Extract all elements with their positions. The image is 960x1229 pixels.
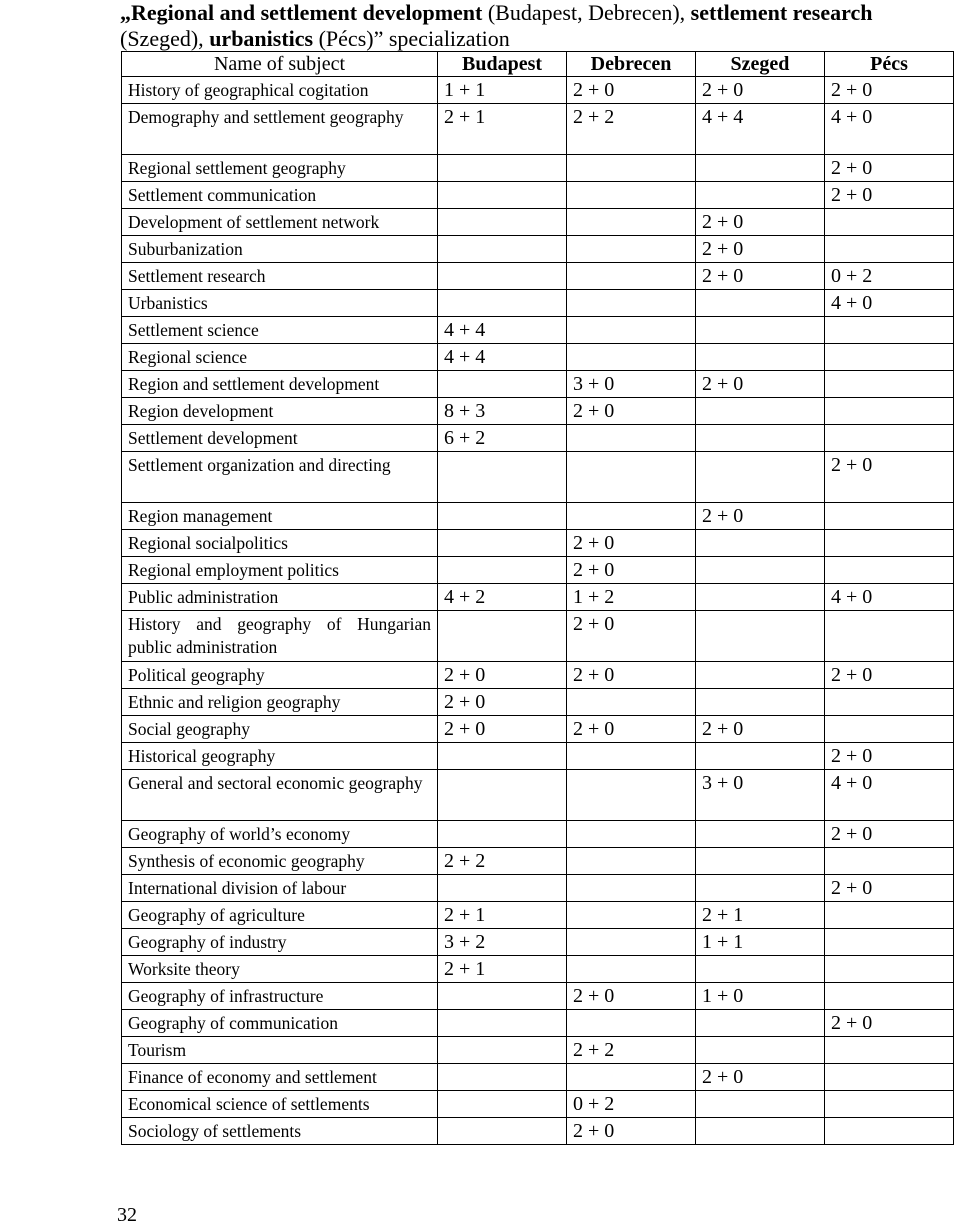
credit-cell <box>825 344 954 371</box>
credit-cell <box>567 452 696 503</box>
credit-cell <box>438 1037 567 1064</box>
table-row <box>122 821 954 848</box>
subject-name-cell: Political geography <box>122 662 438 689</box>
credit-cell <box>825 530 954 557</box>
header-budapest: Budapest <box>438 52 567 77</box>
credit-cell <box>696 956 825 983</box>
credit-cell <box>825 1064 954 1091</box>
credit-cell: 0 + 2 <box>567 1091 696 1118</box>
credit-cell <box>825 317 954 344</box>
subject-name-cell: Development of settlement network <box>122 209 438 236</box>
table-row <box>122 611 954 662</box>
subject-name-cell: History and geography of Hungarian public administration <box>122 611 438 662</box>
credit-cell <box>696 398 825 425</box>
credit-cell <box>438 821 567 848</box>
subject-name-cell: Regional employment politics <box>122 557 438 584</box>
credit-cell: 3 + 0 <box>567 371 696 398</box>
table-row <box>122 1064 954 1091</box>
credit-cell <box>825 716 954 743</box>
table-row <box>122 983 954 1010</box>
credit-cell: 2 + 2 <box>567 1037 696 1064</box>
subject-name-cell: Settlement science <box>122 317 438 344</box>
table-row <box>122 1091 954 1118</box>
credit-cell: 4 + 0 <box>825 104 954 155</box>
credit-cell <box>825 983 954 1010</box>
table-row <box>122 557 954 584</box>
subject-name-cell: Finance of economy and settlement <box>122 1064 438 1091</box>
credit-cell <box>825 1091 954 1118</box>
table-row <box>122 425 954 452</box>
subject-name-cell: Suburbanization <box>122 236 438 263</box>
credit-cell: 2 + 1 <box>438 956 567 983</box>
subject-name-cell: Regional science <box>122 344 438 371</box>
credit-cell <box>696 344 825 371</box>
credit-cell <box>567 743 696 770</box>
credit-cell <box>825 503 954 530</box>
credit-cell <box>567 848 696 875</box>
credit-cell: 2 + 0 <box>825 77 954 104</box>
subject-name-cell: Sociology of settlements <box>122 1118 438 1145</box>
table-row <box>122 263 954 290</box>
credit-cell <box>696 452 825 503</box>
credit-cell <box>825 236 954 263</box>
table-header-row <box>122 52 954 77</box>
credit-cell <box>567 263 696 290</box>
credit-cell: 3 + 0 <box>696 770 825 821</box>
credit-cell <box>438 530 567 557</box>
credit-cell: 3 + 2 <box>438 929 567 956</box>
credit-cell <box>567 344 696 371</box>
credit-cell <box>438 557 567 584</box>
credit-cell: 2 + 0 <box>696 236 825 263</box>
subject-name-cell: Regional settlement geography <box>122 155 438 182</box>
header-pecs: Pécs <box>825 52 954 77</box>
table-row <box>122 662 954 689</box>
table-row <box>122 929 954 956</box>
credit-cell <box>825 956 954 983</box>
credit-cell <box>825 929 954 956</box>
credit-cell <box>696 611 825 662</box>
subject-name-cell: Settlement organization and directing <box>122 452 438 503</box>
credit-cell <box>825 425 954 452</box>
table-row <box>122 1118 954 1145</box>
credit-cell <box>567 875 696 902</box>
subject-name-cell: Regional socialpolitics <box>122 530 438 557</box>
credit-cell <box>438 371 567 398</box>
table-row <box>122 344 954 371</box>
credit-cell <box>438 155 567 182</box>
table-row <box>122 209 954 236</box>
credit-cell <box>696 425 825 452</box>
heading-part3-bold: urbanistics <box>209 26 314 51</box>
credit-cell: 4 + 2 <box>438 584 567 611</box>
credit-cell: 2 + 0 <box>567 611 696 662</box>
credit-cell <box>438 743 567 770</box>
credit-cell <box>825 371 954 398</box>
table-row <box>122 77 954 104</box>
subject-name-cell: Demography and settlement geography <box>122 104 438 155</box>
credit-cell: 1 + 2 <box>567 584 696 611</box>
credit-cell: 1 + 0 <box>696 983 825 1010</box>
credit-cell: 2 + 1 <box>438 902 567 929</box>
credit-cell: 2 + 0 <box>825 182 954 209</box>
credit-cell <box>696 689 825 716</box>
credit-cell: 4 + 4 <box>438 344 567 371</box>
table-body <box>122 77 954 1145</box>
credit-cell: 2 + 0 <box>825 743 954 770</box>
credit-cell <box>438 983 567 1010</box>
credit-cell <box>438 290 567 317</box>
credit-cell <box>825 689 954 716</box>
credit-cell: 2 + 0 <box>825 821 954 848</box>
credit-cell: 6 + 2 <box>438 425 567 452</box>
credit-cell <box>567 290 696 317</box>
table-row <box>122 770 954 821</box>
credit-cell: 2 + 2 <box>438 848 567 875</box>
credit-cell: 4 + 4 <box>438 317 567 344</box>
credit-cell: 2 + 2 <box>567 104 696 155</box>
credit-cell: 2 + 0 <box>825 452 954 503</box>
credit-cell <box>825 611 954 662</box>
credit-cell <box>438 236 567 263</box>
credit-cell <box>696 182 825 209</box>
table-row <box>122 743 954 770</box>
credit-cell <box>438 452 567 503</box>
credit-cell: 2 + 0 <box>567 983 696 1010</box>
subject-name-cell: Urbanistics <box>122 290 438 317</box>
credit-cell <box>696 1118 825 1145</box>
credit-cell: 2 + 0 <box>567 1118 696 1145</box>
subject-name-cell: International division of labour <box>122 875 438 902</box>
page-number: 32 <box>117 1204 137 1226</box>
credit-cell <box>696 290 825 317</box>
credit-cell <box>438 611 567 662</box>
subject-name-cell: Geography of world’s economy <box>122 821 438 848</box>
header-debrecen: Debrecen <box>567 52 696 77</box>
credit-cell: 1 + 1 <box>696 929 825 956</box>
credit-cell: 0 + 2 <box>825 263 954 290</box>
credit-cell <box>696 1037 825 1064</box>
credit-cell: 4 + 0 <box>825 584 954 611</box>
table-row <box>122 398 954 425</box>
credit-cell <box>567 956 696 983</box>
credit-cell <box>825 1037 954 1064</box>
credit-cell <box>696 557 825 584</box>
heading-line-1 <box>120 0 960 26</box>
credit-cell <box>438 1010 567 1037</box>
credit-cell <box>438 770 567 821</box>
subject-name-cell: Ethnic and religion geography <box>122 689 438 716</box>
credit-cell <box>567 209 696 236</box>
subject-name-cell: Worksite theory <box>122 956 438 983</box>
credit-cell: 4 + 4 <box>696 104 825 155</box>
credit-cell <box>696 584 825 611</box>
page-heading <box>120 0 960 52</box>
credit-cell: 2 + 0 <box>438 689 567 716</box>
subject-name-cell: Historical geography <box>122 743 438 770</box>
credit-cell <box>825 1118 954 1145</box>
credit-cell: 2 + 0 <box>825 875 954 902</box>
table-row <box>122 584 954 611</box>
table-row <box>122 689 954 716</box>
table-row <box>122 716 954 743</box>
credit-cell <box>438 875 567 902</box>
credit-cell <box>567 689 696 716</box>
credit-cell <box>567 929 696 956</box>
heading-part1-normal: (Budapest, Debrecen), <box>482 0 691 25</box>
heading-part3-normal: (Szeged), <box>120 26 210 51</box>
credit-cell <box>567 1064 696 1091</box>
credit-cell <box>825 209 954 236</box>
credit-cell <box>567 1010 696 1037</box>
subject-name-cell: Region development <box>122 398 438 425</box>
credit-cell: 2 + 0 <box>567 662 696 689</box>
credit-cell <box>438 1118 567 1145</box>
credit-cell: 2 + 0 <box>696 209 825 236</box>
credit-cell: 4 + 0 <box>825 770 954 821</box>
subject-name-cell: Region and settlement development <box>122 371 438 398</box>
subject-name-cell: Geography of agriculture <box>122 902 438 929</box>
credit-cell <box>438 1091 567 1118</box>
table-row <box>122 317 954 344</box>
heading-part1-bold: „Regional and settlement development <box>120 0 483 25</box>
header-szeged: Szeged <box>696 52 825 77</box>
credit-cell <box>567 425 696 452</box>
credit-cell <box>567 770 696 821</box>
credit-cell <box>438 1064 567 1091</box>
credit-cell <box>567 317 696 344</box>
credit-cell: 2 + 1 <box>696 902 825 929</box>
credit-cell <box>696 317 825 344</box>
credit-cell <box>696 743 825 770</box>
credit-cell: 8 + 3 <box>438 398 567 425</box>
table-row <box>122 503 954 530</box>
credit-cell <box>567 236 696 263</box>
heading-part2-bold: settlement research <box>690 0 873 25</box>
table-row <box>122 104 954 155</box>
credit-cell <box>696 848 825 875</box>
credit-cell: 2 + 0 <box>567 530 696 557</box>
credit-cell: 1 + 1 <box>438 77 567 104</box>
subject-name-cell: Economical science of settlements <box>122 1091 438 1118</box>
credit-cell: 2 + 0 <box>567 716 696 743</box>
subject-name-cell: Settlement research <box>122 263 438 290</box>
subject-name-cell: Geography of infrastructure <box>122 983 438 1010</box>
credit-cell: 2 + 0 <box>696 716 825 743</box>
credit-cell <box>696 662 825 689</box>
credit-cell <box>438 503 567 530</box>
subject-name-cell: History of geographical cogitation <box>122 77 438 104</box>
heading-line-2 <box>120 26 960 52</box>
credit-cell <box>567 503 696 530</box>
credit-cell <box>567 155 696 182</box>
credit-cell: 4 + 0 <box>825 290 954 317</box>
credit-cell <box>567 902 696 929</box>
table-row <box>122 182 954 209</box>
credit-cell <box>696 821 825 848</box>
subject-name-cell: Settlement communication <box>122 182 438 209</box>
credit-cell: 2 + 0 <box>696 263 825 290</box>
table-row <box>122 371 954 398</box>
credit-cell <box>696 155 825 182</box>
subject-name-cell: Tourism <box>122 1037 438 1064</box>
table-row <box>122 848 954 875</box>
credit-cell: 2 + 1 <box>438 104 567 155</box>
credit-cell: 2 + 0 <box>567 77 696 104</box>
table-row <box>122 956 954 983</box>
credit-cell: 2 + 0 <box>438 662 567 689</box>
table-row <box>122 452 954 503</box>
subject-name-cell: Region management <box>122 503 438 530</box>
credit-cell <box>567 182 696 209</box>
credit-cell <box>438 263 567 290</box>
credit-cell <box>696 530 825 557</box>
table-row <box>122 902 954 929</box>
credit-cell <box>825 902 954 929</box>
credit-cell <box>438 182 567 209</box>
credit-cell: 2 + 0 <box>696 503 825 530</box>
credit-cell <box>825 398 954 425</box>
credit-cell: 2 + 0 <box>567 398 696 425</box>
credit-cell: 2 + 0 <box>696 1064 825 1091</box>
header-name-of-subject: Name of subject <box>122 52 438 77</box>
table-row <box>122 530 954 557</box>
subjects-table <box>121 51 954 1145</box>
credit-cell <box>825 848 954 875</box>
credit-cell <box>825 557 954 584</box>
credit-cell <box>696 875 825 902</box>
subject-name-cell: General and sectoral economic geography <box>122 770 438 821</box>
credit-cell: 2 + 0 <box>567 557 696 584</box>
credit-cell: 2 + 0 <box>825 1010 954 1037</box>
subject-name-cell: Social geography <box>122 716 438 743</box>
credit-cell: 2 + 0 <box>438 716 567 743</box>
credit-cell <box>696 1091 825 1118</box>
credit-cell <box>567 821 696 848</box>
credit-cell <box>438 209 567 236</box>
table-row <box>122 1010 954 1037</box>
subject-name-cell: Settlement development <box>122 425 438 452</box>
heading-part3-tail: (Pécs)” specialization <box>313 26 510 51</box>
table-row <box>122 155 954 182</box>
table-row <box>122 875 954 902</box>
table-row <box>122 236 954 263</box>
credit-cell <box>696 1010 825 1037</box>
credit-cell: 2 + 0 <box>696 371 825 398</box>
table-row <box>122 290 954 317</box>
credit-cell: 2 + 0 <box>825 155 954 182</box>
table-row <box>122 1037 954 1064</box>
subject-name-cell: Geography of communication <box>122 1010 438 1037</box>
credit-cell: 2 + 0 <box>696 77 825 104</box>
subject-name-cell: Public administration <box>122 584 438 611</box>
subject-name-cell: Geography of industry <box>122 929 438 956</box>
credit-cell: 2 + 0 <box>825 662 954 689</box>
subject-name-cell: Synthesis of economic geography <box>122 848 438 875</box>
